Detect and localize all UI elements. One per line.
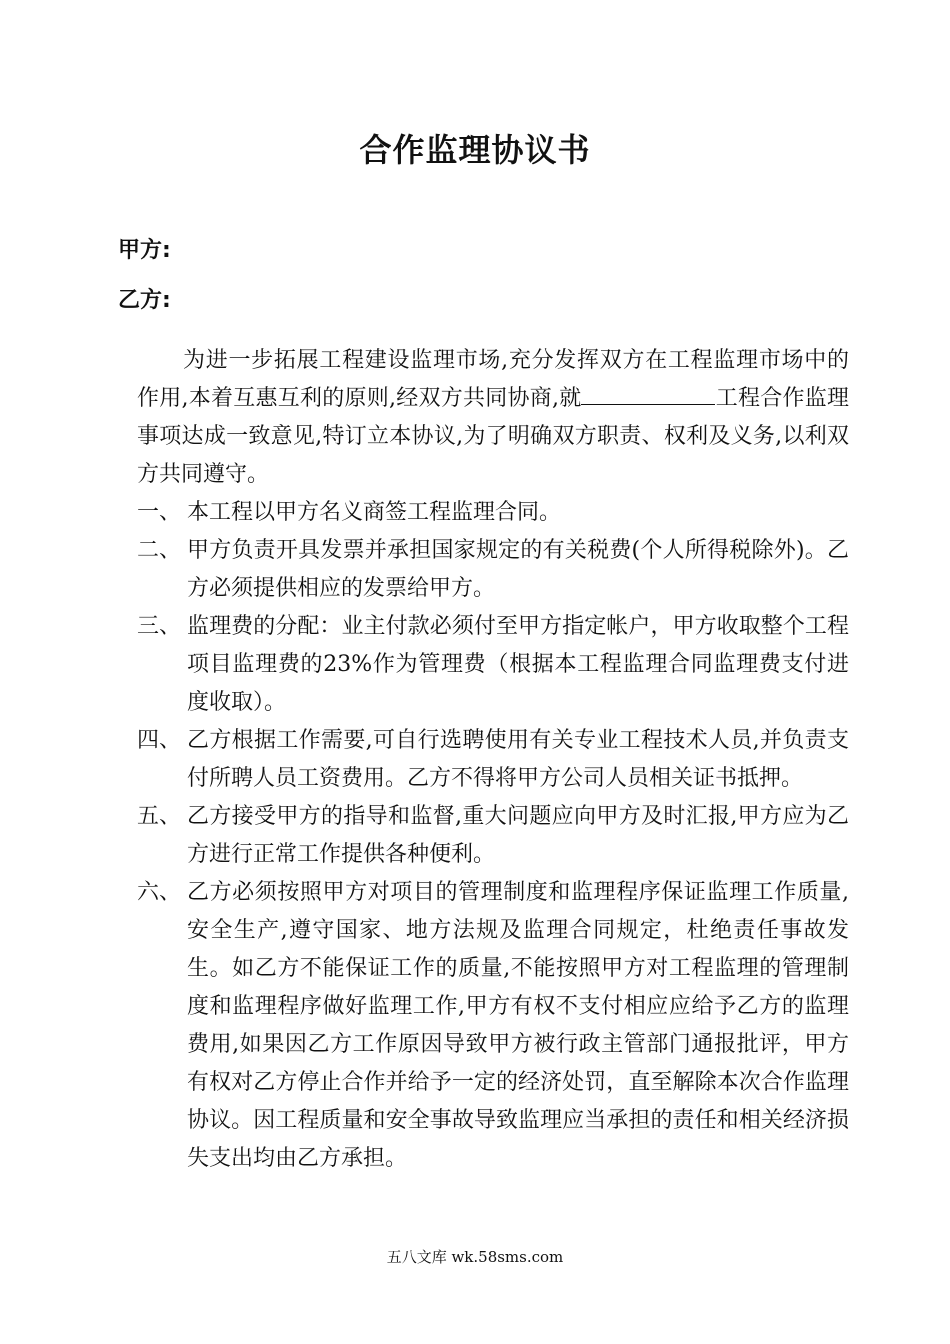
clause-text: 本工程以甲方名义商签工程监理合同。 bbox=[187, 500, 562, 525]
agreement-body bbox=[137, 342, 849, 1178]
clause-3 bbox=[137, 608, 849, 722]
intro-text-after-blank: 工程合作监理事项达成一致意见,特订立本协议,为了明确双方职责、权利及义务,以利双方共同遵守。 bbox=[137, 386, 849, 487]
clause-text: 监理费的分配：业主付款必须付至甲方指定帐户，甲方收取整个工程项目监理费的23%作为管理费（根据本工程监理合同监理费支付进度收取）。 bbox=[187, 614, 849, 715]
clause-6 bbox=[137, 874, 849, 1178]
clause-number: 一、 bbox=[137, 500, 182, 525]
clause-1 bbox=[137, 494, 849, 532]
intro-paragraph bbox=[137, 342, 849, 494]
party-a-label: 甲方: bbox=[118, 238, 171, 263]
clause-number: 四、 bbox=[137, 728, 182, 753]
clause-text: 甲方负责开具发票并承担国家规定的有关税费(个人所得税除外)。乙方必须提供相应的发票给甲方。 bbox=[187, 538, 849, 601]
clause-2 bbox=[137, 532, 849, 608]
clause-number: 三、 bbox=[137, 614, 182, 639]
clause-text: 乙方接受甲方的指导和监督,重大问题应向甲方及时汇报,甲方应为乙方进行正常工作提供各种便利。 bbox=[187, 804, 849, 867]
intro-text-before-blank: 为进一步拓展工程建设监理市场,充分发挥双方在工程监理市场中的作用,本着互惠互利的原则,经双方共同协商,就 bbox=[137, 348, 849, 411]
clause-text: 乙方根据工作需要,可自行选聘使用有关专业工程技术人员,并负责支付所聘人员工资费用。乙方不得将甲方公司人员相关证书抵押。 bbox=[187, 728, 849, 791]
footer-watermark: 五八文库 wk.58sms.com bbox=[386, 1248, 564, 1266]
clause-number: 六、 bbox=[137, 880, 182, 905]
clause-text: 乙方必须按照甲方对项目的管理制度和监理程序保证监理工作质量,安全生产,遵守国家、地方法规及监理合同规定，杜绝责任事故发生。如乙方不能保证工作的质量,不能按照甲方对工程监理的管理制度和监理程序做好监理工作,甲方有权不支付相应应给予乙方的监理费用,如果因乙方工作原因导致甲方被行政主管部门通报批评，甲方有权对乙方停止合作并给予一定的经济处罚，直至解除本次合作监理协议。因工程质量和安全事故导致监理应当承担的责任和相关经济损失支出均由乙方承担。 bbox=[187, 880, 849, 1171]
party-b-label: 乙方: bbox=[118, 288, 171, 313]
clause-number: 五、 bbox=[137, 804, 182, 829]
document-title: 合作监理协议书 bbox=[359, 131, 591, 169]
clause-5 bbox=[137, 798, 849, 874]
project-name-blank bbox=[581, 382, 715, 405]
clause-number: 二、 bbox=[137, 538, 182, 563]
clause-4 bbox=[137, 722, 849, 798]
